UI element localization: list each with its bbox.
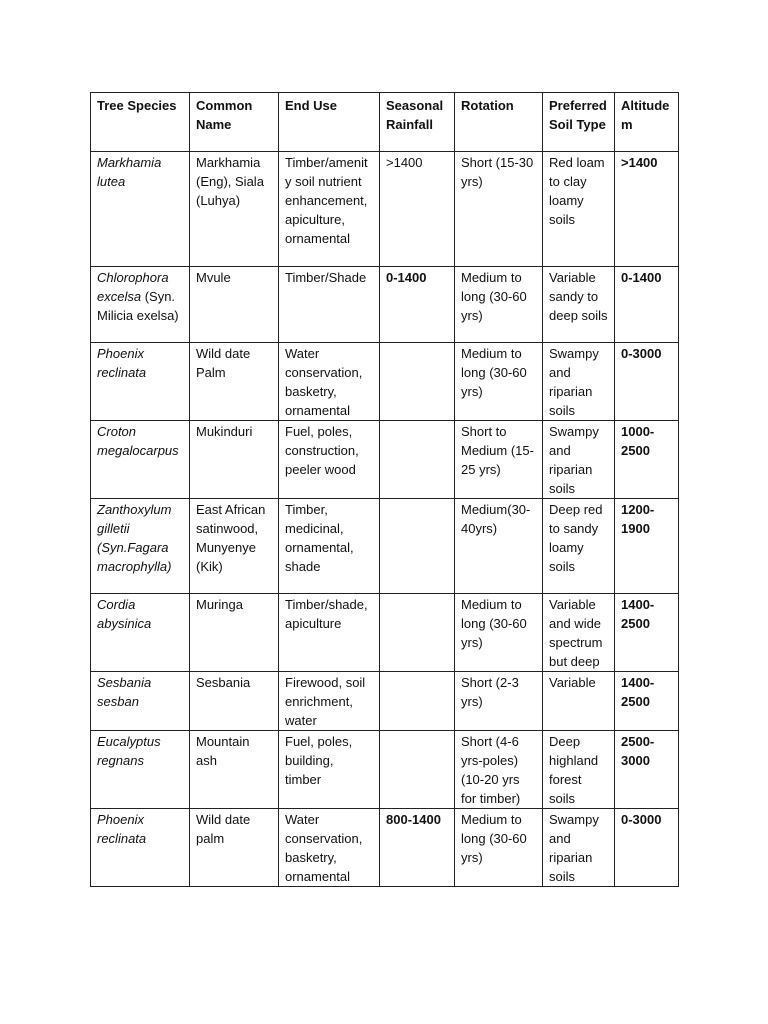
species-cell bbox=[91, 731, 190, 809]
common-name-cell: Wild date Palm bbox=[190, 343, 279, 421]
end-use-cell: Timber/shade, apiculture bbox=[279, 594, 380, 672]
end-use-cell: Water conservation, basketry, ornamental bbox=[279, 343, 380, 421]
common-name-cell: East African satinwood, Munyenye (Kik) bbox=[190, 499, 279, 594]
table-header-row bbox=[91, 93, 679, 152]
species-cell bbox=[91, 499, 190, 594]
common-name-cell: Mvule bbox=[190, 267, 279, 343]
species-name: Sesbania sesban bbox=[97, 675, 152, 709]
table-row bbox=[91, 731, 679, 809]
rainfall-cell bbox=[380, 421, 455, 499]
rainfall-cell: >1400 bbox=[380, 152, 455, 267]
soil-cell: Deep highland forest soils bbox=[543, 731, 615, 809]
end-use-cell: Fuel, poles, construction, peeler wood bbox=[279, 421, 380, 499]
species-cell bbox=[91, 267, 190, 343]
species-name: Zanthoxylum gilletii bbox=[97, 502, 172, 536]
species-cell bbox=[91, 152, 190, 267]
species-cell bbox=[91, 594, 190, 672]
soil-cell: Variable bbox=[543, 672, 615, 731]
species-cell bbox=[91, 672, 190, 731]
header-seasonal-rainfall: Seasonal Rainfall bbox=[380, 93, 455, 152]
end-use-cell: Timber, medicinal, ornamental, shade bbox=[279, 499, 380, 594]
soil-cell: Variable sandy to deep soils bbox=[543, 267, 615, 343]
end-use-cell: Timber/amenity soil nutrient enhancement, apiculture, ornamental bbox=[279, 152, 380, 267]
rainfall-cell bbox=[380, 731, 455, 809]
common-name-cell: Markhamia (Eng), Siala (Luhya) bbox=[190, 152, 279, 267]
end-use-cell: Water conservation, basketry, ornamental bbox=[279, 809, 380, 887]
end-use-cell: Timber/Shade bbox=[279, 267, 380, 343]
soil-cell: Variable and wide spectrum but deep bbox=[543, 594, 615, 672]
common-name-cell: Mountain ash bbox=[190, 731, 279, 809]
soil-cell: Swampy and riparian soils bbox=[543, 809, 615, 887]
table-row bbox=[91, 672, 679, 731]
rotation-cell: Medium to long (30-60 yrs) bbox=[455, 267, 543, 343]
table-row bbox=[91, 343, 679, 421]
rainfall-cell bbox=[380, 343, 455, 421]
species-synonym: (Syn.Fagara macrophylla) bbox=[97, 540, 172, 574]
table-row bbox=[91, 594, 679, 672]
rotation-cell: Medium to long (30-60 yrs) bbox=[455, 594, 543, 672]
rotation-cell: Short to Medium (15-25 yrs) bbox=[455, 421, 543, 499]
header-common-name: Common Name bbox=[190, 93, 279, 152]
species-cell bbox=[91, 343, 190, 421]
end-use-cell: Firewood, soil enrichment, water bbox=[279, 672, 380, 731]
soil-cell: Red loam to clay loamy soils bbox=[543, 152, 615, 267]
altitude-cell: 0-1400 bbox=[615, 267, 679, 343]
species-name: Eucalyptus regnans bbox=[97, 734, 161, 768]
common-name-cell: Sesbania bbox=[190, 672, 279, 731]
species-synonym: (Syn. Milicia exelsa) bbox=[97, 289, 179, 323]
table-row bbox=[91, 809, 679, 887]
rainfall-cell: 0-1400 bbox=[380, 267, 455, 343]
altitude-cell: 2500-3000 bbox=[615, 731, 679, 809]
header-altitude: Altitude m bbox=[615, 93, 679, 152]
soil-cell: Swampy and riparian soils bbox=[543, 421, 615, 499]
header-rotation: Rotation bbox=[455, 93, 543, 152]
species-name: Chlorophora excelsa bbox=[97, 270, 169, 304]
species-cell bbox=[91, 809, 190, 887]
rotation-cell: Medium(30-40yrs) bbox=[455, 499, 543, 594]
header-preferred-soil-type: Preferred Soil Type bbox=[543, 93, 615, 152]
table-row bbox=[91, 499, 679, 594]
species-name: Croton megalocarpus bbox=[97, 424, 179, 458]
common-name-cell: Mukinduri bbox=[190, 421, 279, 499]
altitude-cell: 1200-1900 bbox=[615, 499, 679, 594]
table-row bbox=[91, 152, 679, 267]
tree-species-table bbox=[90, 92, 679, 887]
rainfall-cell bbox=[380, 594, 455, 672]
species-cell bbox=[91, 421, 190, 499]
rainfall-cell: 800-1400 bbox=[380, 809, 455, 887]
rotation-cell: Short (15-30 yrs) bbox=[455, 152, 543, 267]
species-name: Markhamia lutea bbox=[97, 155, 162, 189]
rotation-cell: Medium to long (30-60 yrs) bbox=[455, 809, 543, 887]
table-row bbox=[91, 267, 679, 343]
soil-cell: Deep red to sandy loamy soils bbox=[543, 499, 615, 594]
species-name: Phoenix reclinata bbox=[97, 346, 147, 380]
altitude-cell: 0-3000 bbox=[615, 343, 679, 421]
species-name: Cordia abysinica bbox=[97, 597, 152, 631]
altitude-cell: 1400-2500 bbox=[615, 594, 679, 672]
altitude-cell: 1000-2500 bbox=[615, 421, 679, 499]
rotation-cell: Short (2-3 yrs) bbox=[455, 672, 543, 731]
rainfall-cell bbox=[380, 672, 455, 731]
altitude-cell: >1400 bbox=[615, 152, 679, 267]
header-end-use: End Use bbox=[279, 93, 380, 152]
rainfall-cell bbox=[380, 499, 455, 594]
rotation-cell: Short (4-6 yrs-poles) (10-20 yrs for timber) bbox=[455, 731, 543, 809]
species-name: Phoenix reclinata bbox=[97, 812, 147, 846]
common-name-cell: Muringa bbox=[190, 594, 279, 672]
end-use-cell: Fuel, poles, building, timber bbox=[279, 731, 380, 809]
common-name-cell: Wild date palm bbox=[190, 809, 279, 887]
header-tree-species: Tree Species bbox=[91, 93, 190, 152]
rotation-cell: Medium to long (30-60 yrs) bbox=[455, 343, 543, 421]
altitude-cell: 1400-2500 bbox=[615, 672, 679, 731]
table-row bbox=[91, 421, 679, 499]
altitude-cell: 0-3000 bbox=[615, 809, 679, 887]
soil-cell: Swampy and riparian soils bbox=[543, 343, 615, 421]
